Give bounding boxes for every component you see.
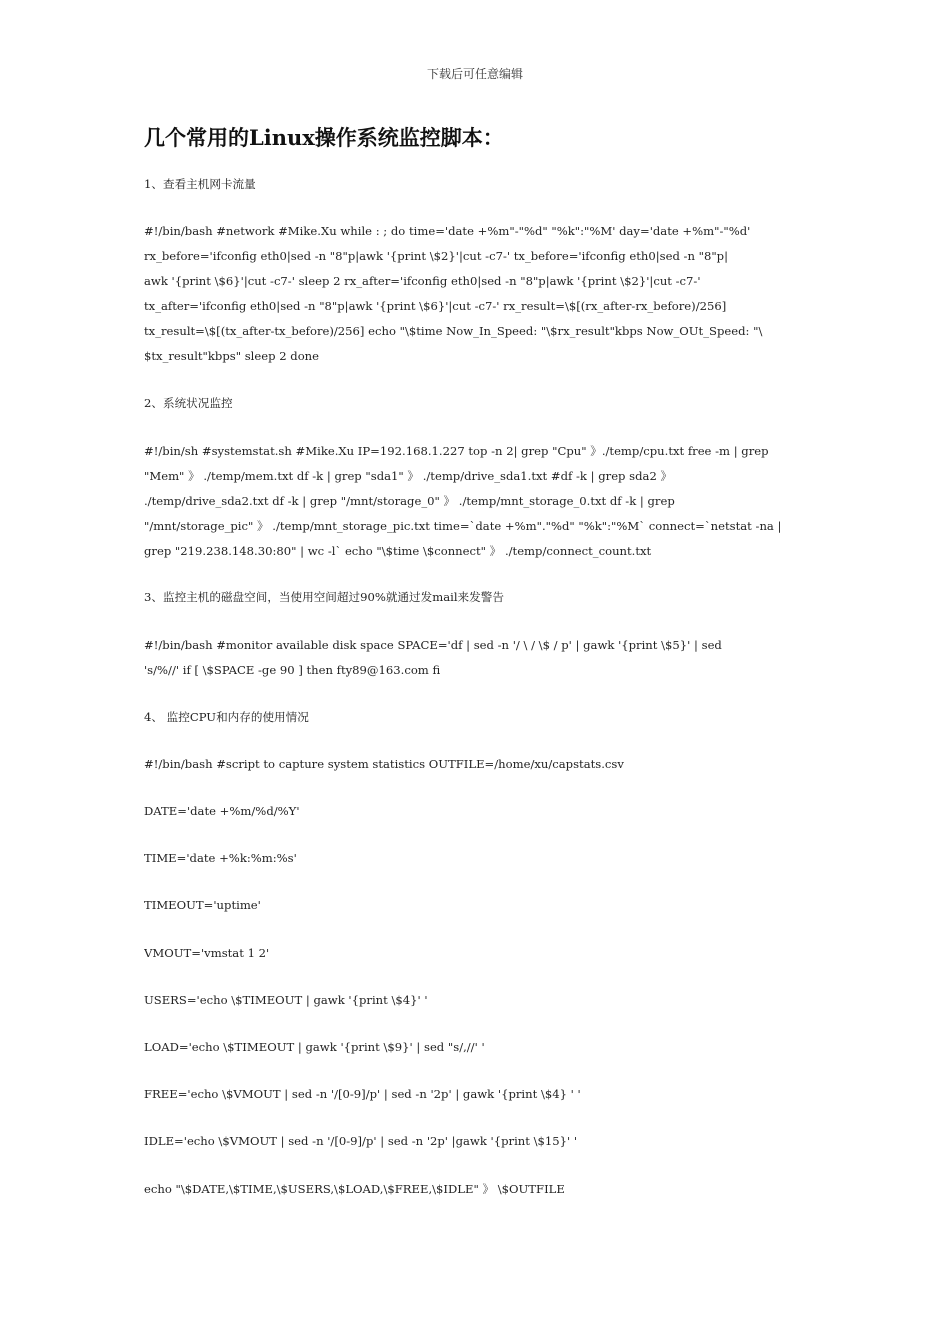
code-line: #!/bin/bash #network #Mike.Xu while : ; do time='date +%m"-"%d" "%k":"%M' day='date +%m"-"%d' — [144, 224, 751, 238]
code-line: IDLE='echo \$VMOUT | sed -n '/[0-9]/p' | sed -n '2p' |gawk '{print \$15}' ' — [144, 1134, 578, 1148]
document-title: 几个常用的Linux操作系统监控脚本： — [144, 125, 504, 150]
code-line: "Mem" 》 ./temp/mem.txt df -k | grep "sda1" 》 ./temp/drive_sda1.txt #df -k | grep sda2 》 — [144, 469, 673, 483]
code-line: USERS='echo \$TIMEOUT | gawk '{print \$4}' ' — [144, 993, 428, 1007]
code-line: #!/bin/sh #systemstat.sh #Mike.Xu IP=192.168.1.227 top -n 2| grep "Cpu" 》./temp/cpu.txt free -m | grep — [144, 444, 769, 458]
code-line: ./temp/drive_sda2.txt df -k | grep "/mnt/storage_0" 》 ./temp/mnt_storage_0.txt df -k | grep — [144, 494, 675, 508]
code-line: awk '{print \$6}'|cut -c7-' sleep 2 rx_after='ifconfig eth0|sed -n "8"p|awk '{print \$2}'|cut -c7-' — [144, 274, 701, 288]
section-heading: 2、系统状况监控 — [144, 396, 233, 410]
code-line: rx_before='ifconfig eth0|sed -n "8"p|awk '{print \$2}'|cut -c7-' tx_before='ifconfig eth0|sed -n "8"p| — [144, 249, 729, 263]
code-line: $tx_result"kbps" sleep 2 done — [144, 349, 320, 363]
section-heading: 4、 监控CPU和内存的使用情况 — [144, 710, 309, 724]
code-line: DATE='date +%m/%d/%Y' — [144, 804, 300, 818]
code-line: TIME='date +%k:%m:%s' — [144, 851, 297, 865]
page-header: 下载后可任意编辑 — [426, 67, 523, 81]
section-heading: 3、监控主机的磁盘空间，当使用空间超过90%就通过发mail来发警告 — [144, 590, 504, 604]
code-line: LOAD='echo \$TIMEOUT | gawk '{print \$9}' | sed "s/,//' ' — [144, 1040, 485, 1054]
code-line: FREE='echo \$VMOUT | sed -n '/[0-9]/p' | sed -n '2p' | gawk '{print \$4} ' ' — [144, 1087, 581, 1101]
code-line: grep "219.238.148.30:80" | wc -l` echo "\$time \$connect" 》 ./temp/connect_count.txt — [144, 544, 652, 558]
code-line: tx_result=\$[(tx_after-tx_before)/256] echo "\$time Now_In_Speed: "\$rx_result"kbps Now_OUt_Speed: "\ — [144, 324, 763, 338]
code-line: VMOUT='vmstat 1 2' — [144, 946, 270, 960]
code-line: 's/%//' if [ \$SPACE -ge 90 ] then fty89@163.com fi — [144, 663, 441, 677]
section-heading: 1、查看主机网卡流量 — [144, 177, 256, 191]
code-line: #!/bin/bash #monitor available disk space SPACE='df | sed -n '/ \ / \$ / p' | gawk '{print \$5}' | sed — [144, 638, 722, 652]
code-line: echo "\$DATE,\$TIME,\$USERS,\$LOAD,\$FREE,\$IDLE" 》 \$OUTFILE — [144, 1182, 565, 1196]
code-line: #!/bin/bash #script to capture system statistics OUTFILE=/home/xu/capstats.csv — [144, 757, 624, 771]
code-line: "/mnt/storage_pic" 》 ./temp/mnt_storage_pic.txt time=`date +%m"."%d" "%k":"%M` connect=`netstat -na | — [144, 519, 782, 533]
code-line: TIMEOUT='uptime' — [144, 898, 261, 912]
code-line: tx_after='ifconfig eth0|sed -n "8"p|awk '{print \$6}'|cut -c7-' rx_result=\$[(rx_after-rx_before)/256] — [144, 299, 727, 313]
